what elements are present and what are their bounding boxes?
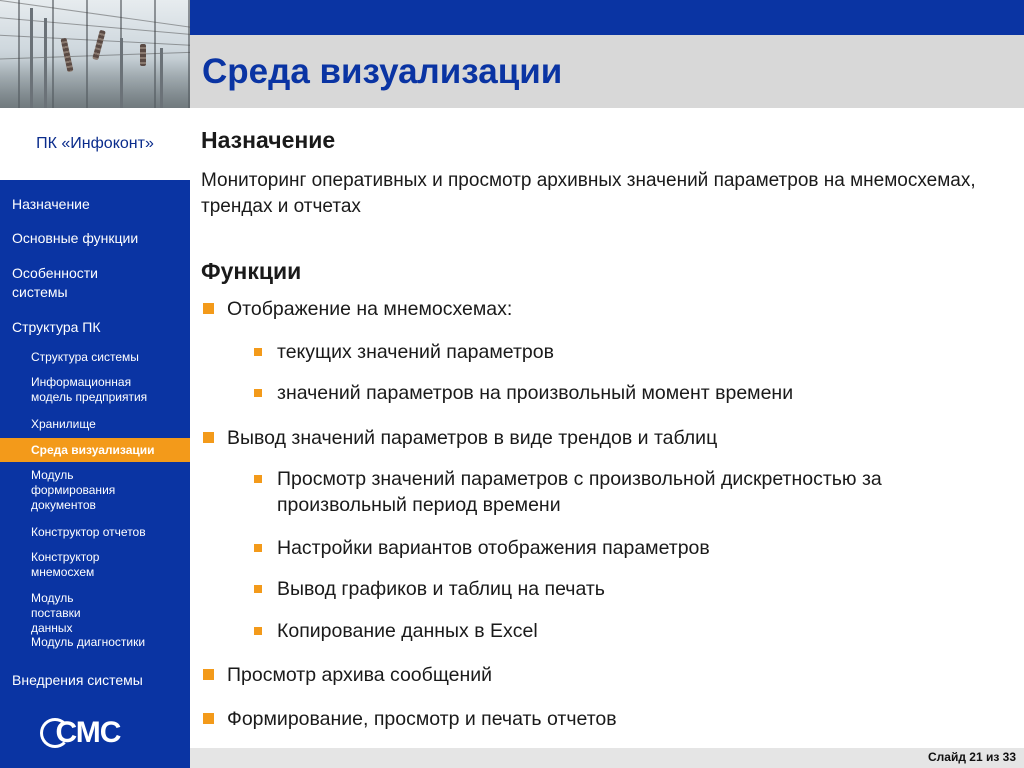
slide-counter: Слайд 21 из 33 <box>928 750 1016 764</box>
function-subitem-text: Вывод графиков и таблиц на печать <box>277 578 605 600</box>
bullet-square-icon <box>203 713 214 724</box>
bullet-square-icon <box>254 544 262 552</box>
function-subitem-text: Настройки вариантов отображения параметров <box>277 537 710 559</box>
sidebar-subitem-doc-module[interactable]: Модуль формирования документов <box>31 468 116 512</box>
footer-bar <box>190 748 1024 768</box>
sidebar-subitem-storage[interactable]: Хранилище <box>31 417 96 431</box>
function-subitem <box>253 380 1013 406</box>
bullet-square-icon <box>254 475 262 483</box>
function-subitem <box>253 466 993 518</box>
function-item <box>203 662 1003 688</box>
logo-text: СМС <box>55 716 121 749</box>
function-item <box>203 706 1003 732</box>
sidebar-item-pk-structure[interactable]: Структура ПК <box>12 319 101 335</box>
sidebar-subitem-system-structure[interactable]: Структура системы <box>31 350 139 364</box>
function-subitem <box>253 535 1013 561</box>
function-item <box>203 296 1003 322</box>
header-photo <box>0 0 190 108</box>
bullet-square-icon <box>203 432 214 443</box>
sidebar-item-purpose[interactable]: Назначение <box>12 196 90 212</box>
bullet-square-icon <box>254 389 262 397</box>
function-subitem-text: значений параметров на произвольный момент времени <box>277 382 794 404</box>
functions-heading: Функции <box>201 258 302 284</box>
bullet-square-icon <box>203 669 214 680</box>
function-subitem-text: текущих значений параметров <box>277 341 554 363</box>
sidebar-item-deployments[interactable]: Внедрения системы <box>12 672 143 688</box>
page-title: Среда визуализации <box>202 51 563 91</box>
product-title: ПК «Инфоконт» <box>0 108 190 180</box>
purpose-heading: Назначение <box>201 127 336 153</box>
sidebar-subitem-data-supply[interactable]: Модуль поставки данных <box>31 591 81 635</box>
function-subitem-text: Просмотр значений параметров с произвольной дискретностью за произвольный период времени <box>277 468 882 516</box>
bullet-square-icon <box>254 348 262 356</box>
sidebar-subitem-info-model[interactable]: Информационная модель предприятия <box>31 375 148 404</box>
bullet-square-icon <box>254 585 262 593</box>
sidebar-subitem-diagnostics[interactable]: Модуль диагностики <box>31 635 146 649</box>
title-band <box>190 35 1024 108</box>
slide-content <box>190 108 1024 748</box>
function-subitem <box>253 618 1013 644</box>
function-subitem <box>253 576 1013 602</box>
function-item-text: Вывод значений параметров в виде трендов и таблиц <box>227 427 718 449</box>
top-band <box>190 0 1024 35</box>
sidebar-subitem-mnemo-builder[interactable]: Конструктор мнемосхем <box>31 550 100 579</box>
sidebar-nav <box>0 180 190 768</box>
function-subitem-text: Копирование данных в Excel <box>277 620 538 642</box>
bullet-square-icon <box>254 627 262 635</box>
sidebar-item-main-functions[interactable]: Основные функции <box>12 230 139 246</box>
bullet-square-icon <box>203 303 214 314</box>
purpose-text: Мониторинг оперативных и просмотр архивных значений параметров на мнемосхемах, трендах и отчетах <box>201 170 976 217</box>
company-logo <box>38 716 138 750</box>
sidebar-subitem-visualization-active[interactable]: Среда визуализации <box>0 438 190 462</box>
sidebar-subitem-report-builder[interactable]: Конструктор отчетов <box>31 525 146 539</box>
sidebar-item-system-features[interactable]: Особенности системы <box>12 265 98 300</box>
function-item <box>203 425 1003 451</box>
function-item-text: Формирование, просмотр и печать отчетов <box>227 708 617 730</box>
function-item-text: Отображение на мнемосхемах: <box>227 298 513 320</box>
function-item-text: Просмотр архива сообщений <box>227 664 493 686</box>
function-subitem <box>253 339 1013 365</box>
